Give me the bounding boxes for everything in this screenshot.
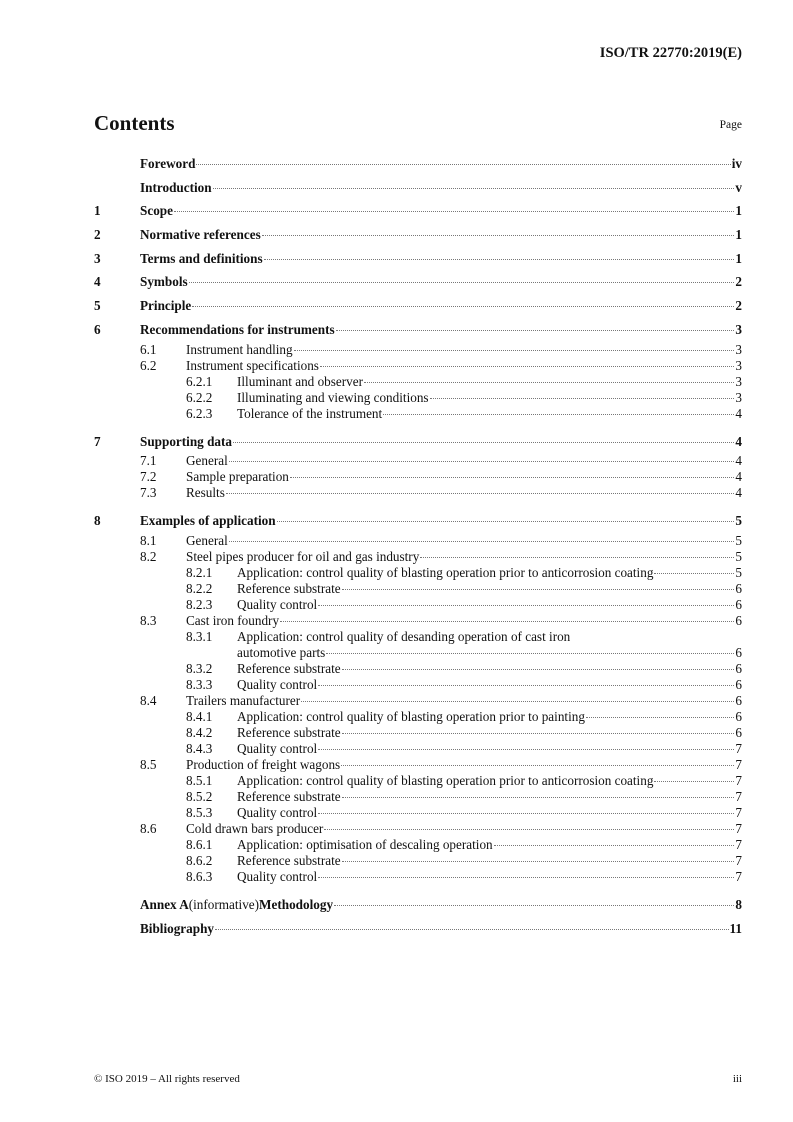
section-title: Production of freight wagons: [186, 756, 341, 772]
page-ref[interactable]: 3: [735, 341, 742, 357]
page-ref[interactable]: 6: [735, 692, 742, 708]
toc-entry[interactable]: [94, 469, 742, 485]
page-ref[interactable]: 7: [735, 788, 742, 804]
toc-entry[interactable]: [94, 485, 742, 501]
toc-entry[interactable]: [94, 152, 742, 176]
dot-leader: [383, 414, 734, 415]
section-title: Quality control: [237, 868, 318, 884]
section-title: Results: [186, 485, 225, 501]
section-title: Symbols: [140, 274, 188, 290]
toc-entry[interactable]: [94, 294, 742, 318]
section-title: Principle: [140, 298, 192, 314]
annex-type: (informative): [188, 896, 260, 912]
section-number: 8.5.2: [186, 788, 213, 804]
section-title: Tolerance of the instrument: [237, 405, 383, 421]
section-number: 8.3.1: [186, 628, 213, 644]
section-title: Application: control quality of blasting operation prior to painting: [237, 708, 585, 724]
section-title: Application: optimisation of descaling operation: [237, 836, 493, 852]
dot-leader: [364, 382, 734, 383]
toc-entry[interactable]: [94, 223, 742, 247]
toc-entry[interactable]: [94, 581, 742, 597]
toc-entry[interactable]: [94, 725, 742, 741]
dot-leader: [430, 398, 735, 399]
section-title: Quality control: [237, 740, 318, 756]
dot-leader: [342, 797, 735, 798]
section-title: Recommendations for instruments: [140, 321, 335, 337]
toc-entry[interactable]: [94, 199, 742, 223]
section-number: 8.3.3: [186, 676, 213, 692]
dot-leader: [294, 350, 735, 351]
page-column-label: Page: [719, 119, 742, 131]
page-ref[interactable]: 7: [735, 772, 742, 788]
page-ref[interactable]: 3: [735, 373, 742, 389]
document-id: ISO/TR 22770:2019(E): [599, 45, 742, 61]
page-ref[interactable]: 6: [735, 612, 742, 628]
page-ref[interactable]: 6: [735, 660, 742, 676]
section-title: Quality control: [237, 676, 318, 692]
toc-entry[interactable]: [94, 390, 742, 406]
dot-leader: [215, 929, 729, 930]
dot-leader: [420, 557, 734, 558]
page-ref[interactable]: 3: [735, 357, 742, 373]
page-ref[interactable]: 2: [735, 298, 742, 314]
section-title: Quality control: [237, 804, 318, 820]
section-number: 8.3: [140, 612, 157, 628]
toc-entry[interactable]: [94, 549, 742, 565]
toc-entry[interactable]: [94, 509, 742, 533]
page-ref[interactable]: 11: [729, 920, 742, 936]
toc-entry[interactable]: [94, 613, 742, 629]
toc-entry[interactable]: [94, 677, 742, 693]
section-number: 7: [94, 433, 101, 449]
toc-entry[interactable]: [94, 837, 742, 853]
section-title: Trailers manufacturer: [186, 692, 301, 708]
page-ref[interactable]: 6: [735, 708, 742, 724]
page-ref[interactable]: 4: [735, 405, 742, 421]
toc-entry[interactable]: [94, 757, 742, 773]
toc-entry[interactable]: [94, 342, 742, 358]
page-ref[interactable]: 3: [735, 389, 742, 405]
section-number: 6: [94, 321, 101, 337]
toc-entry[interactable]: [94, 358, 742, 374]
section-number: 6.1: [140, 341, 157, 357]
section-number: 8.5.1: [186, 772, 213, 788]
page-ref[interactable]: 7: [735, 852, 742, 868]
toc-entry[interactable]: [94, 629, 742, 645]
toc-entry[interactable]: [94, 853, 742, 869]
section-number: 1: [94, 203, 101, 219]
section-title: Bibliography: [140, 920, 215, 936]
page-ref[interactable]: 7: [735, 740, 742, 756]
section-title: Reference substrate: [237, 852, 341, 868]
section-number: 8.4.2: [186, 724, 213, 740]
dot-leader: [586, 717, 734, 718]
toc-entry[interactable]: [94, 533, 742, 549]
section-number: 8.4.3: [186, 740, 213, 756]
dot-leader: [233, 442, 734, 443]
section-title: Examples of application: [140, 513, 276, 529]
dot-leader: [318, 877, 734, 878]
page-title: Contents: [94, 111, 175, 135]
dot-leader: [226, 493, 735, 494]
toc-entry[interactable]: [94, 741, 742, 757]
section-title: Normative references: [140, 227, 261, 243]
toc-entry[interactable]: [94, 176, 742, 200]
dot-leader: [320, 366, 734, 367]
page-ref[interactable]: 6: [735, 724, 742, 740]
section-title: Reference substrate: [237, 788, 341, 804]
page-ref[interactable]: 6: [735, 580, 742, 596]
toc-entry[interactable]: [94, 805, 742, 821]
dot-leader: [213, 188, 735, 189]
toc-entry[interactable]: [94, 406, 742, 422]
page-ref[interactable]: iv: [731, 156, 742, 171]
section-title: Cold drawn bars producer: [186, 820, 324, 836]
page-ref[interactable]: 7: [735, 756, 742, 772]
section-title: Quality control: [237, 596, 318, 612]
page-ref[interactable]: 3: [735, 321, 742, 337]
dot-leader: [174, 211, 734, 212]
page-ref[interactable]: 4: [735, 485, 742, 501]
page-ref[interactable]: 7: [735, 820, 742, 836]
dot-leader: [326, 653, 734, 654]
section-number: 8.6.3: [186, 868, 213, 884]
dot-leader: [324, 829, 734, 830]
dot-leader: [290, 477, 735, 478]
page-footer: [94, 1073, 742, 1085]
section-number: 6.2.2: [186, 389, 213, 405]
dot-leader: [341, 765, 734, 766]
section-title: Sample preparation: [186, 469, 289, 485]
section-title: Terms and definitions: [140, 250, 263, 266]
section-number: 8.2.3: [186, 596, 213, 612]
dot-leader: [264, 259, 735, 260]
section-number: 6.2.1: [186, 373, 213, 389]
page-ref[interactable]: 6: [735, 676, 742, 692]
page-ref[interactable]: 4: [735, 433, 742, 449]
page-ref[interactable]: 5: [735, 564, 742, 580]
toc-entry[interactable]: [94, 709, 742, 725]
section-title-continued: automotive parts: [237, 644, 326, 660]
section-number: 4: [94, 274, 101, 290]
section-number: 3: [94, 250, 101, 266]
toc-entry[interactable]: [94, 917, 742, 941]
section-title: Reference substrate: [237, 580, 341, 596]
section-title: Steel pipes producer for oil and gas industry: [186, 548, 420, 564]
toc-entry[interactable]: [94, 693, 742, 709]
section-number: 8.3.2: [186, 660, 213, 676]
section-title: Instrument specifications: [186, 357, 319, 373]
page-ref[interactable]: v: [735, 179, 742, 195]
dot-leader: [318, 813, 734, 814]
section-title: Application: control quality of desanding operation of cast iron: [237, 628, 571, 644]
table-of-contents: [94, 152, 742, 940]
page-ref[interactable]: 1: [735, 203, 742, 219]
toc-entry[interactable]: [94, 869, 742, 885]
dot-leader: [342, 733, 735, 734]
section-number: 6.2.3: [186, 405, 213, 421]
section-number: 8.4: [140, 692, 157, 708]
section-number: 8.2.2: [186, 580, 213, 596]
section-number: 8.6.2: [186, 852, 213, 868]
section-number: 8.1: [140, 532, 157, 548]
copyright: © ISO 2019 – All rights reserved: [94, 1073, 240, 1085]
toc-entry-continuation[interactable]: [94, 645, 742, 661]
page-ref[interactable]: 1: [735, 250, 742, 266]
toc-entry[interactable]: [94, 565, 742, 581]
dot-leader: [342, 589, 735, 590]
section-title: Annex A: [140, 896, 189, 912]
page-ref[interactable]: 5: [735, 532, 742, 548]
section-number: 8: [94, 513, 101, 529]
section-number: 8.4.1: [186, 708, 213, 724]
page-ref[interactable]: 1: [735, 227, 742, 243]
section-title: Introduction: [140, 179, 212, 195]
page-ref[interactable]: 7: [735, 868, 742, 884]
section-title-continued: Methodology: [259, 896, 334, 912]
section-title: Illuminating and viewing conditions: [237, 389, 429, 405]
toc-entry[interactable]: [94, 374, 742, 390]
dot-leader: [654, 573, 734, 574]
section-number: 6.2: [140, 357, 157, 373]
toc-entry[interactable]: [94, 789, 742, 805]
toc-entry[interactable]: [94, 661, 742, 677]
section-number: 7.3: [140, 485, 157, 501]
section-title: Application: control quality of blasting operation prior to anticorrosion coating: [237, 772, 654, 788]
dot-leader: [334, 905, 734, 906]
toc-entry[interactable]: [94, 821, 742, 837]
dot-leader: [494, 845, 735, 846]
page-ref[interactable]: 7: [735, 836, 742, 852]
section-number: 8.2: [140, 548, 157, 564]
toc-entry[interactable]: [94, 430, 742, 454]
section-number: 8.5.3: [186, 804, 213, 820]
dot-leader: [196, 164, 730, 165]
toc-entry[interactable]: [94, 247, 742, 271]
dot-leader: [229, 461, 735, 462]
page-ref[interactable]: 5: [735, 513, 742, 529]
dot-leader: [280, 621, 734, 622]
dot-leader: [342, 669, 735, 670]
toc-entry[interactable]: [94, 893, 742, 917]
dot-leader: [189, 282, 735, 283]
page-number: iii: [732, 1073, 742, 1085]
page-ref[interactable]: 8: [735, 896, 742, 912]
dot-leader: [192, 306, 734, 307]
toc-entry[interactable]: [94, 453, 742, 469]
dot-leader: [318, 605, 734, 606]
page-ref[interactable]: 5: [735, 548, 742, 564]
dot-leader: [262, 235, 735, 236]
section-title: Application: control quality of blasting operation prior to anticorrosion coating: [237, 564, 654, 580]
section-number: 7.2: [140, 469, 157, 485]
section-title: Scope: [140, 203, 173, 219]
section-number: 5: [94, 298, 101, 314]
dot-leader: [318, 685, 734, 686]
section-title: General: [186, 532, 228, 548]
dot-leader: [229, 541, 735, 542]
toc-entry[interactable]: [94, 318, 742, 342]
section-number: 8.6: [140, 820, 157, 836]
dot-leader: [318, 749, 734, 750]
page-ref[interactable]: 4: [735, 469, 742, 485]
toc-entry[interactable]: [94, 597, 742, 613]
section-number: 2: [94, 227, 101, 243]
page-ref[interactable]: 6: [735, 644, 742, 660]
section-title: Cast iron foundry: [186, 612, 280, 628]
dot-leader: [277, 521, 735, 522]
section-title: Illuminant and observer: [237, 373, 363, 389]
section-title: Foreword: [140, 156, 196, 171]
section-title: Supporting data: [140, 433, 232, 449]
section-title: General: [186, 453, 228, 469]
section-title: Reference substrate: [237, 724, 341, 740]
section-number: 8.2.1: [186, 564, 213, 580]
section-number: 8.5: [140, 756, 157, 772]
page-ref[interactable]: 6: [735, 596, 742, 612]
dot-leader: [336, 330, 735, 331]
toc-entry[interactable]: [94, 270, 742, 294]
page-ref[interactable]: 7: [735, 804, 742, 820]
dot-leader: [342, 861, 735, 862]
dot-leader: [654, 781, 734, 782]
dot-leader: [301, 701, 734, 702]
section-number: 8.6.1: [186, 836, 213, 852]
toc-entry[interactable]: [94, 773, 742, 789]
section-title: Instrument handling: [186, 341, 293, 357]
page-ref[interactable]: 2: [735, 274, 742, 290]
page-ref[interactable]: 4: [735, 453, 742, 469]
section-title: Reference substrate: [237, 660, 341, 676]
section-number: 7.1: [140, 453, 157, 469]
